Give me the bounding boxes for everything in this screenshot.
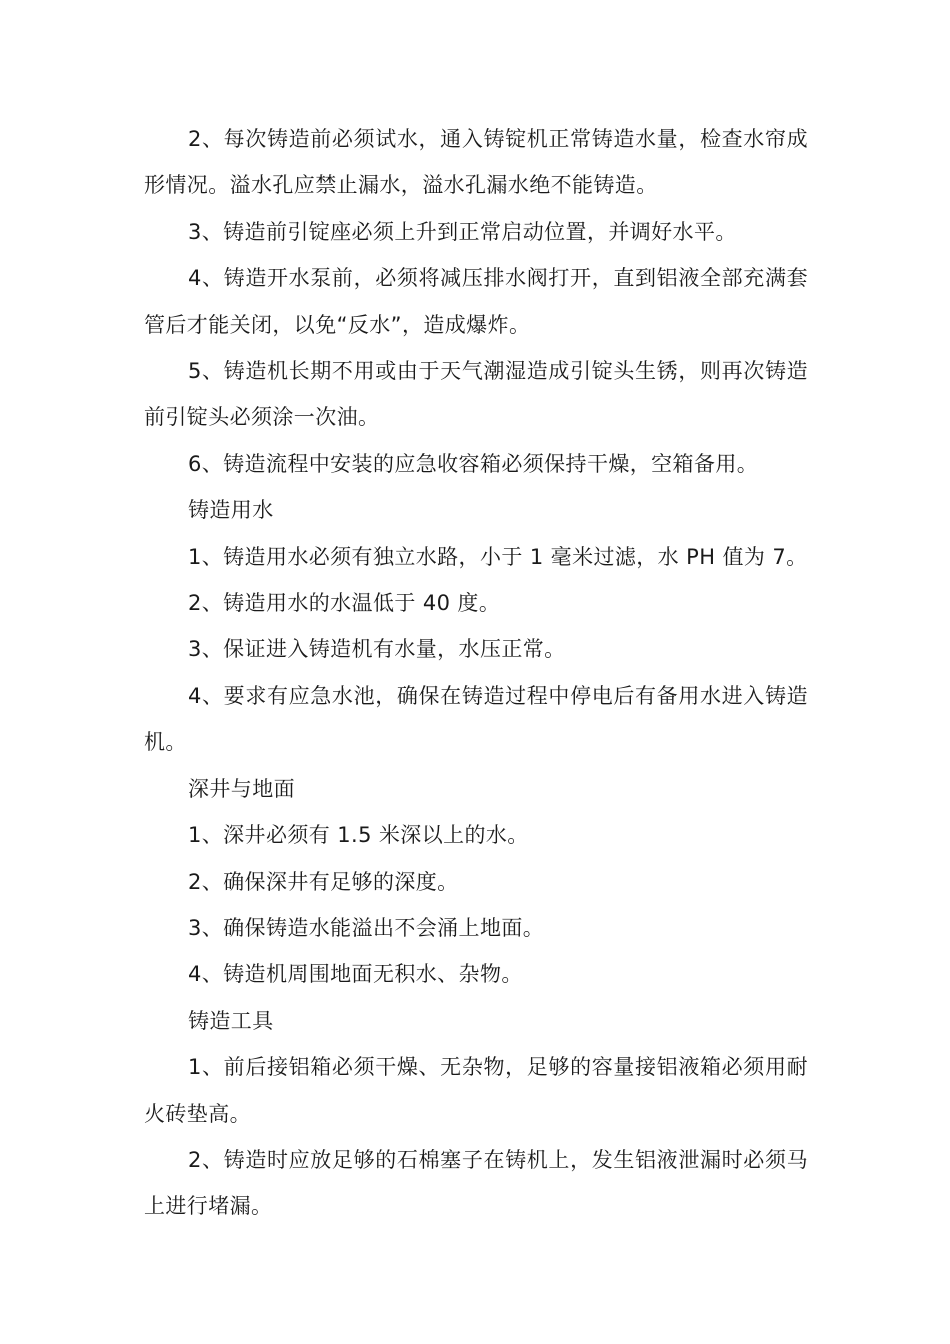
paragraph-starting-block: 3、铸造前引锭座必须上升到正常启动位置，并调好水平。 xyxy=(188,219,737,244)
paragraph-drain-valve: 4、铸造开水泵前，必须将减压排水阀打开，直到铝液全部充满套管后才能关闭，以免“反水”，造成爆炸。 xyxy=(144,266,808,337)
paragraph-pit-water-depth: 1、深井必须有 1.5 米深以上的水。 xyxy=(188,823,529,848)
paragraph-oil-starting-head: 5、铸造机长期不用或由于天气潮湿造成引锭头生锈，则再次铸造前引锭头必须涂一次油。 xyxy=(144,359,808,430)
paragraph-water-pressure: 3、保证进入铸造机有水量，水压正常。 xyxy=(188,637,566,662)
paragraph-pit-depth: 2、确保深井有足够的深度。 xyxy=(188,869,459,894)
paragraph-asbestos-plugs: 2、铸造时应放足够的石棉塞子在铸机上，发生铝液泄漏时必须马上进行堵漏。 xyxy=(144,1147,808,1219)
section-heading-pit-and-floor: 深井与地面 xyxy=(188,776,295,801)
paragraph-aluminum-box: 1、前后接铝箱必须干燥、无杂物，足够的容量接铝液箱必须用耐火砖垫高。 xyxy=(144,1055,808,1126)
paragraph-emergency-pool: 4、要求有应急水池，确保在铸造过程中停电后有备用水进入铸造机。 xyxy=(144,683,808,755)
paragraph-independent-waterway: 1、铸造用水必须有独立水路，小于 1 毫米过滤，水 PH 值为 7。 xyxy=(188,544,808,569)
document-body xyxy=(144,116,808,1230)
paragraph-emergency-box: 6、铸造流程中安装的应急收容箱必须保持干燥，空箱备用。 xyxy=(188,451,759,476)
paragraph-test-water: 2、每次铸造前必须试水，通入铸锭机正常铸造水量，检查水帘成形情况。溢水孔应禁止漏水，溢水孔漏水绝不能铸造。 xyxy=(144,127,808,198)
section-heading-casting-water: 铸造用水 xyxy=(188,498,274,523)
section-heading-casting-tools: 铸造工具 xyxy=(188,1008,274,1033)
paragraph-water-temperature: 2、铸造用水的水温低于 40 度。 xyxy=(188,591,501,616)
paragraph-floor-clean: 4、铸造机周围地面无积水、杂物。 xyxy=(188,962,523,987)
paragraph-overflow: 3、确保铸造水能溢出不会涌上地面。 xyxy=(188,915,545,940)
